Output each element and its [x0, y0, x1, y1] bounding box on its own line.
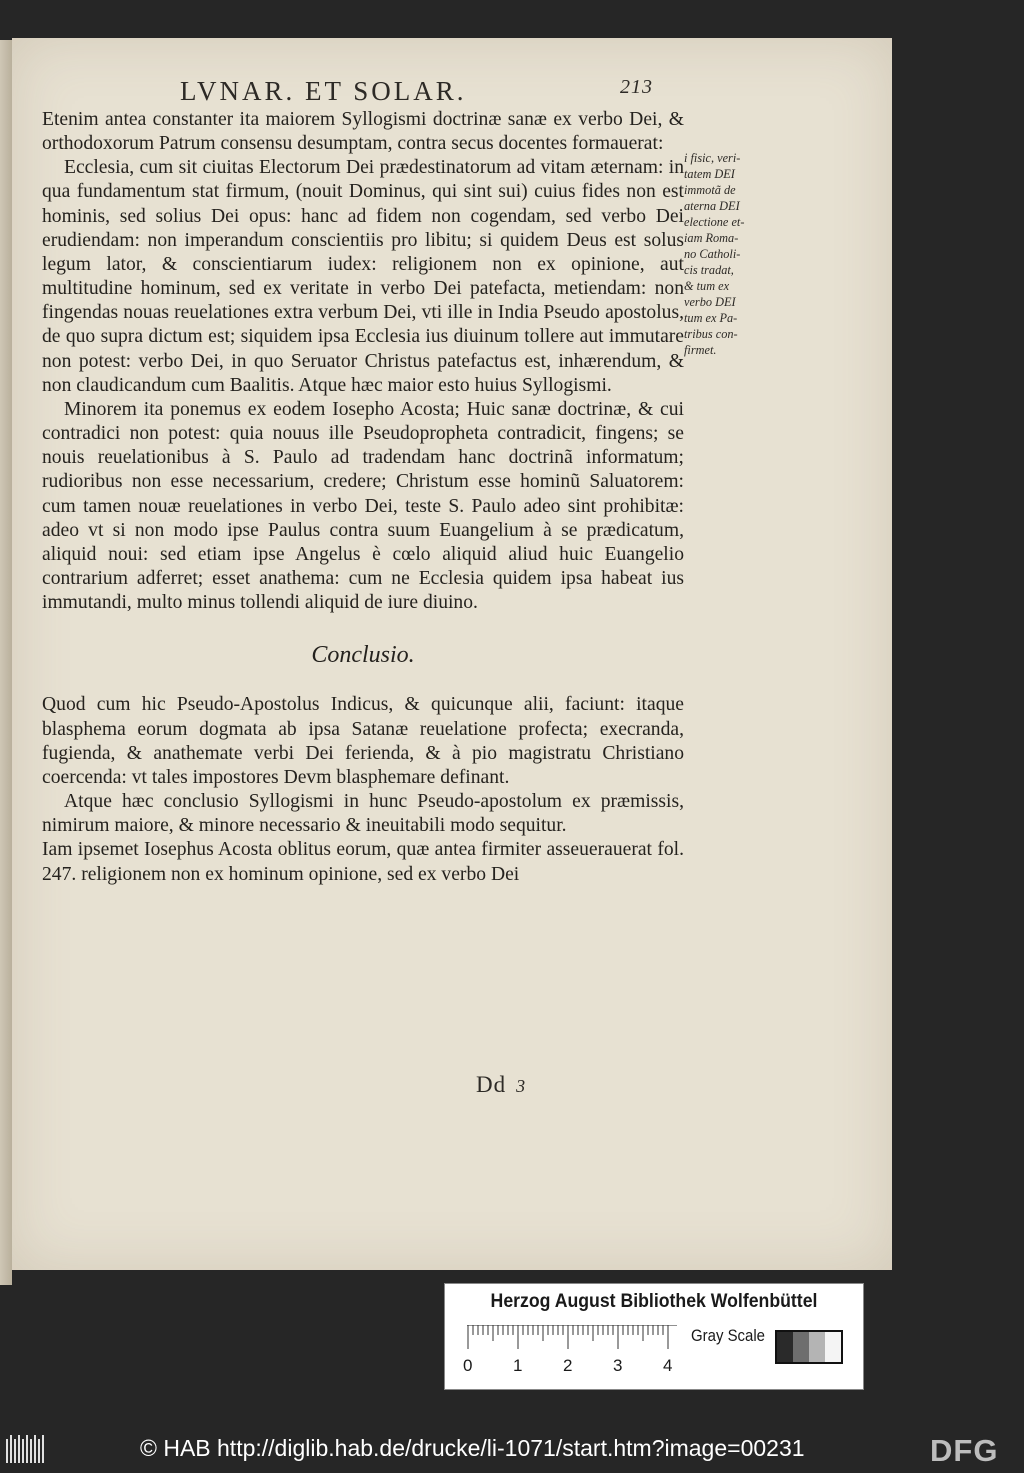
section-heading: Conclusio.: [311, 642, 415, 669]
signature-mark: [476, 1072, 526, 1098]
ruler-icon: [467, 1325, 677, 1349]
gray-patch: [793, 1332, 809, 1362]
paragraph: Atque hæc conclusio Syllogismi in hunc Pseudo-apostolum ex præmissis, nimirum maiore, & minore necessario & ineuitabili modo sequitur.: [42, 791, 684, 837]
ruler-number: 2: [563, 1356, 573, 1375]
adjacent-page-edge: [0, 40, 12, 1285]
marginal-note-line: tribus con-: [684, 327, 738, 341]
marginal-note-line: electione et-: [684, 215, 745, 229]
gray-scale-label: Gray Scale: [691, 1326, 766, 1345]
library-color-card: [444, 1283, 864, 1390]
marginal-note-line: cis tradat,: [684, 263, 734, 277]
ruler-number: 3: [613, 1356, 623, 1375]
dfg-logo: DFG: [930, 1433, 999, 1468]
ruler-number: 1: [513, 1356, 523, 1375]
gray-patch: [809, 1332, 825, 1362]
paragraph: Minorem ita ponemus ex eodem Iosepho Acosta; Huic sanæ doctrinæ, & cui contradici non potest: quia nouus ille Pseudopropheta contradicit, fingens; se nouis reuelationibus à S. Paulo ad tradendam hanc doctrinã informatum; rudioribus non esse necessarium, credere; Christum esse hominũ Saluatorem: cum tamen nouæ reuelationes in verbo Dei, teste S. Paulo adeo sint prohibitæ: adeo vt si non modo ipse Paulus contra suum Euangelium à se prædicatum, aliquid noui: sed etiam ipse Angelus è cœlo aliquid aliud huic Euangelio contrarium adferret; esset anathema: cum ne Ecclesia quidem ipsa habeat ius immutandi, multo minus tollendi aliquid de iure diuino.: [42, 398, 684, 614]
hab-logo-icon: [6, 1435, 46, 1465]
marginal-note-line: aterna DEI: [684, 199, 740, 213]
marginal-note-line: tum ex Pa-: [684, 311, 738, 325]
marginal-note-line: verbo DEI: [684, 295, 736, 309]
copyright-url[interactable]: © HAB http://diglib.hab.de/drucke/li-1071/start.htm?image=00231: [140, 1435, 805, 1461]
marginal-note-line: i fisic, veri-: [684, 151, 741, 165]
signature-letters: Dd: [476, 1072, 507, 1097]
ruler-number: 4: [663, 1356, 673, 1375]
ruler-number: 0: [463, 1356, 473, 1375]
running-header: [180, 76, 680, 107]
header-title: LVNAR. ET SOLAR.: [180, 76, 467, 106]
main-text: [42, 108, 684, 887]
marginal-note-line: firmet.: [684, 343, 717, 357]
gray-patch: [777, 1332, 793, 1362]
paragraph: Quod cum hic Pseudo-Apostolus Indicus, & quicunque alii, faciunt: itaque blasphema eorum dogmata ab ipsa Satanæ reuelatione profecta; execranda, fugienda, & anathemate verbi Dei ferienda, & à pio magistratu Christiano coercenda: vt tales impostores Devm blasphemare definant.: [42, 694, 684, 788]
page-number: 213: [620, 76, 653, 98]
marginal-note-line: tatem DEI: [684, 167, 735, 181]
marginal-note-line: no Catholi-: [684, 247, 741, 261]
marginal-note-line: immotã de: [684, 183, 736, 197]
marginal-note-line: & tum ex: [684, 279, 730, 293]
paragraph: Ecclesia, cum sit ciuitas Electorum Dei prædestinatorum ad vitam æternam: in qua fundamentum stat firmum, (nouit Dominus, qui sint sui) cuius fides non est hominis, sed solius Dei opus: hanc ad fidem non cogendam, sed verbo Dei erudiendam: non imperandum conscientiis pro libitu; si quidem Deus est solus legum lator, & conscientiarum iudex: religionem non ex opinione, aut multitudine hominum, sed ex veritate in verbo Dei patefacta, metiendam: non fingendas nouas reuelationes extra verbum Dei, vti ille in India Pseudo apostolus, de quo supra dictum est; siquidem ipsa Ecclesia ius diuinum tollere aut immutare non potest: verbo Dei, in quo Seruator Christus patefactus est, inhærendum, & non claudicandum cum Baalitis. Atque hæc maior esto huius Syllogismi.: [42, 157, 684, 396]
paragraph: Etenim antea constanter ita maiorem Syllogismi doctrinæ sanæ ex verbo Dei, & orthodoxorum Patrum consensu desumptam, contra secus docentes formauerat:: [42, 109, 684, 155]
gray-patch: [825, 1332, 841, 1362]
paragraph: Iam ipsemet Iosephus Acosta oblitus eorum, quæ antea firmiter asseuerauerat fol. 247. religionem non ex hominum opinione, sed ex verbo Dei: [42, 839, 684, 885]
marginal-note-line: iam Roma-: [684, 231, 739, 245]
marginal-note: [684, 150, 764, 358]
gray-scale-patches: [775, 1330, 843, 1364]
signature-number: 3: [516, 1076, 527, 1096]
library-name: Herzog August Bibliothek Wolfenbüttel: [490, 1291, 818, 1312]
